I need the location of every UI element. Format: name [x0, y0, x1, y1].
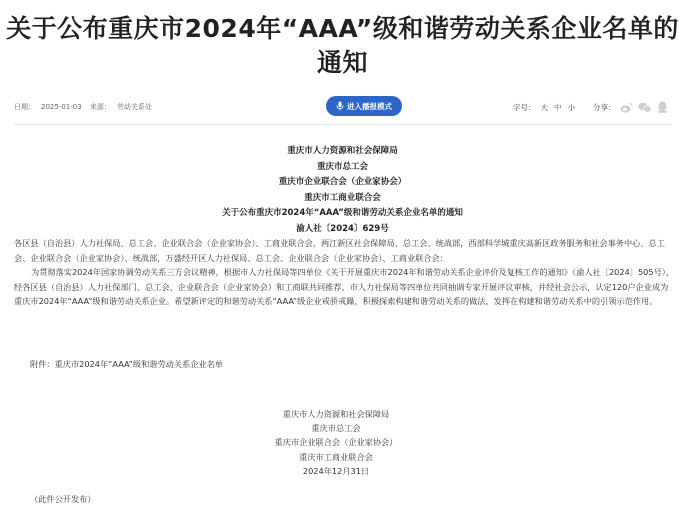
issuer-2: 重庆市总工会 [316, 161, 368, 172]
font-size-large[interactable]: 大 [540, 102, 548, 112]
qq-icon[interactable] [657, 101, 668, 113]
signature-org-4: 重庆市工商业联合会 [299, 451, 373, 462]
document-header [0, 144, 685, 237]
font-size-small[interactable]: 小 [567, 102, 575, 112]
date-label: 日期： [14, 103, 35, 111]
voice-broadcast-button[interactable] [326, 96, 402, 116]
header-divider [14, 124, 671, 125]
font-size-label: 字号： [513, 102, 536, 112]
signature-block [256, 407, 416, 478]
main-paragraph: 为贯彻落实2024年国家协调劳动关系三方会议精神，根据市人力社保局等四单位《关于开展重庆市2024年和谐劳动关系企业评价及复核工作的通知》（渝人社〔2024〕505号），经各区县（自治县）人力社保部门、总工会、企业联合会（企业家协会）和工商联共同推荐，市人力社保局等四单位共同抽调专家开展评议审核，并经社会公示，认定120户企业成为重庆市2024年“AAA”级和谐劳动关系企业。希望新评定的和谐劳动关系“AAA”级企业戒骄戒躁，积极探索构建和谐劳动关系的做法，发挥在构建和谐劳动关系中的引领示范作用。 [14, 267, 675, 306]
title-line-2: 通知 [316, 48, 368, 77]
font-size-share-bar [513, 101, 668, 113]
share-icons [620, 101, 668, 113]
wechat-icon[interactable] [638, 102, 652, 113]
weibo-icon[interactable] [620, 102, 633, 113]
share-label: 分享： [593, 102, 616, 112]
document-number: 渝人社〔2024〕629号 [296, 223, 389, 234]
document-title: 关于公布重庆市2024年“AAA”级和谐劳动关系企业名单的通知 [222, 208, 463, 218]
source-label: 来源： [89, 103, 111, 111]
title-line-1: 关于公布重庆市2024年“AAA”级和谐劳动关系企业名单的 [6, 14, 679, 43]
source-value: 劳动关系处 [116, 103, 152, 111]
publication-note: （此件公开发布） [30, 494, 96, 504]
page-title [0, 12, 685, 80]
signature-org-1: 重庆市人力资源和社会保障局 [282, 409, 390, 419]
meta-bar [0, 96, 685, 116]
issuer-4: 重庆市工商业联合会 [304, 192, 381, 203]
signature-org-2: 重庆市总工会 [311, 423, 361, 434]
publish-date: 2025-01-03 [41, 103, 82, 111]
font-size-medium[interactable]: 中 [554, 102, 562, 112]
recipients-paragraph: 各区县（自治县）人力社保局、总工会、企业联合会（企业家协会）、工商业联合会，两江新区社会保障局、总工会、统战部，西部科学城重庆高新区政务服务和社会事务中心、总工会、企业联合会（企业家协会）、统战部，万盛经开区人力社保局、总工会、企业联合会（企业家协会）、工商业联合会： [14, 238, 665, 263]
voice-button-label: 进入播报模式 [347, 101, 392, 111]
issuer-3: 重庆市企业联合会（企业家协会） [278, 177, 407, 187]
microphone-icon [336, 101, 344, 111]
attachment-link[interactable]: 附件：重庆市2024年“AAA”级和谐劳动关系企业名单 [30, 359, 223, 369]
meta-info [14, 102, 158, 112]
issuer-1: 重庆市人力资源和社会保障局 [287, 146, 398, 156]
signature-date: 2024年12月31日 [302, 465, 370, 476]
document-body [14, 236, 676, 309]
signature-org-3: 重庆市企业联合会（企业家协会） [274, 437, 398, 448]
